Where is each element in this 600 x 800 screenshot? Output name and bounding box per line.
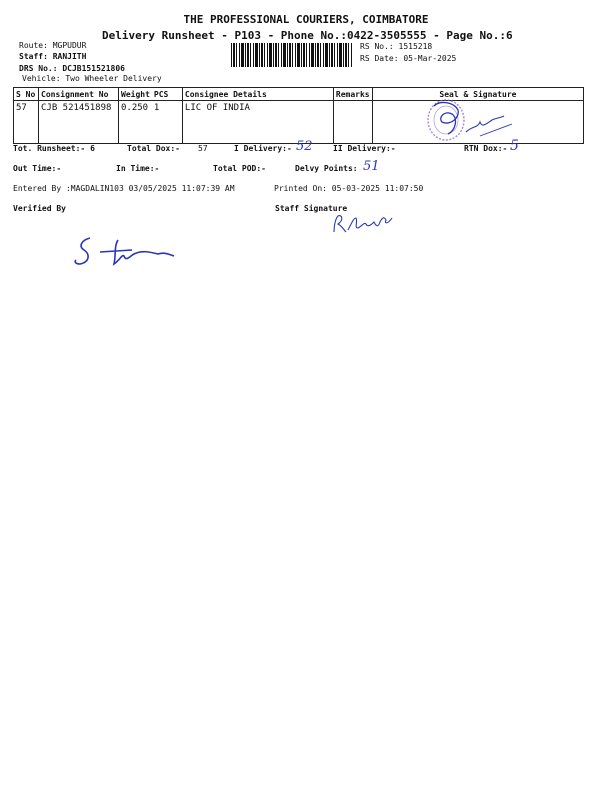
i-delivery-label: I Delivery:- — [234, 144, 292, 153]
rtn-dox-handwritten: 5 — [510, 138, 519, 154]
col-header-remarks: Remarks — [333, 88, 372, 101]
staff-text: Staff: RANJITH — [19, 52, 87, 61]
entered-by: Entered By :MAGDALIN103 03/05/2025 11:07:39 AM — [13, 184, 235, 193]
i-delivery-handwritten: 52 — [296, 139, 313, 154]
col-header-sno: S No — [14, 88, 39, 101]
col-header-seal-signature: Seal & Signature — [372, 88, 583, 101]
verified-by-label: Verified By — [13, 204, 66, 213]
route-text: Route: MGPUDUR — [19, 41, 87, 50]
col-header-consignment: Consignment No — [39, 88, 119, 101]
delvy-points-label: Delvy Points: — [295, 164, 358, 173]
cell-remarks — [333, 101, 372, 144]
in-time-label: In Time:- — [116, 164, 160, 173]
ii-delivery-label: II Delivery:- — [333, 144, 396, 153]
rs-number: RS No.: 1515218 — [360, 42, 433, 51]
cell-sno: 57 — [14, 101, 39, 144]
total-dox-value: 57 — [198, 144, 208, 153]
tot-runsheet: Tot. Runsheet:- 6 — [13, 144, 95, 153]
col-header-pcs: PCS — [152, 88, 183, 101]
staff-signature-image — [328, 210, 398, 238]
barcode-image — [231, 43, 353, 67]
col-header-weight: Weight — [119, 88, 152, 101]
printed-on: Printed On: 05-03-2025 11:07:50 — [274, 184, 424, 193]
cell-weight: 0.250 — [119, 101, 152, 144]
drs-number: DRS No.: DCJB151521806 — [19, 64, 125, 73]
delvy-points-handwritten: 51 — [363, 159, 380, 174]
total-dox-label: Total Dox:- — [127, 144, 180, 153]
cell-consignee: LIC OF INDIA — [182, 101, 333, 144]
verified-signature-image — [70, 232, 180, 270]
rtn-dox-label: RTN Dox:- — [464, 144, 508, 153]
runsheet-header: Delivery Runsheet - P103 - Phone No.:0422-3505555 - Page No.:6 — [102, 29, 513, 42]
vehicle-text: Vehicle: Two Wheeler Delivery — [22, 74, 162, 83]
col-header-consignee: Consignee Details — [182, 88, 333, 101]
rs-date: RS Date: 05-Mar-2025 — [360, 54, 457, 63]
total-pod-label: Total POD:- — [213, 164, 266, 173]
out-time-label: Out Time:- — [13, 164, 62, 173]
cell-consignment: CJB 521451898 — [39, 101, 119, 144]
cell-pcs: 1 — [152, 101, 183, 144]
staff-signature-label: Staff Signature — [275, 204, 348, 213]
company-name: THE PROFESSIONAL COURIERS, COIMBATORE — [183, 13, 429, 26]
